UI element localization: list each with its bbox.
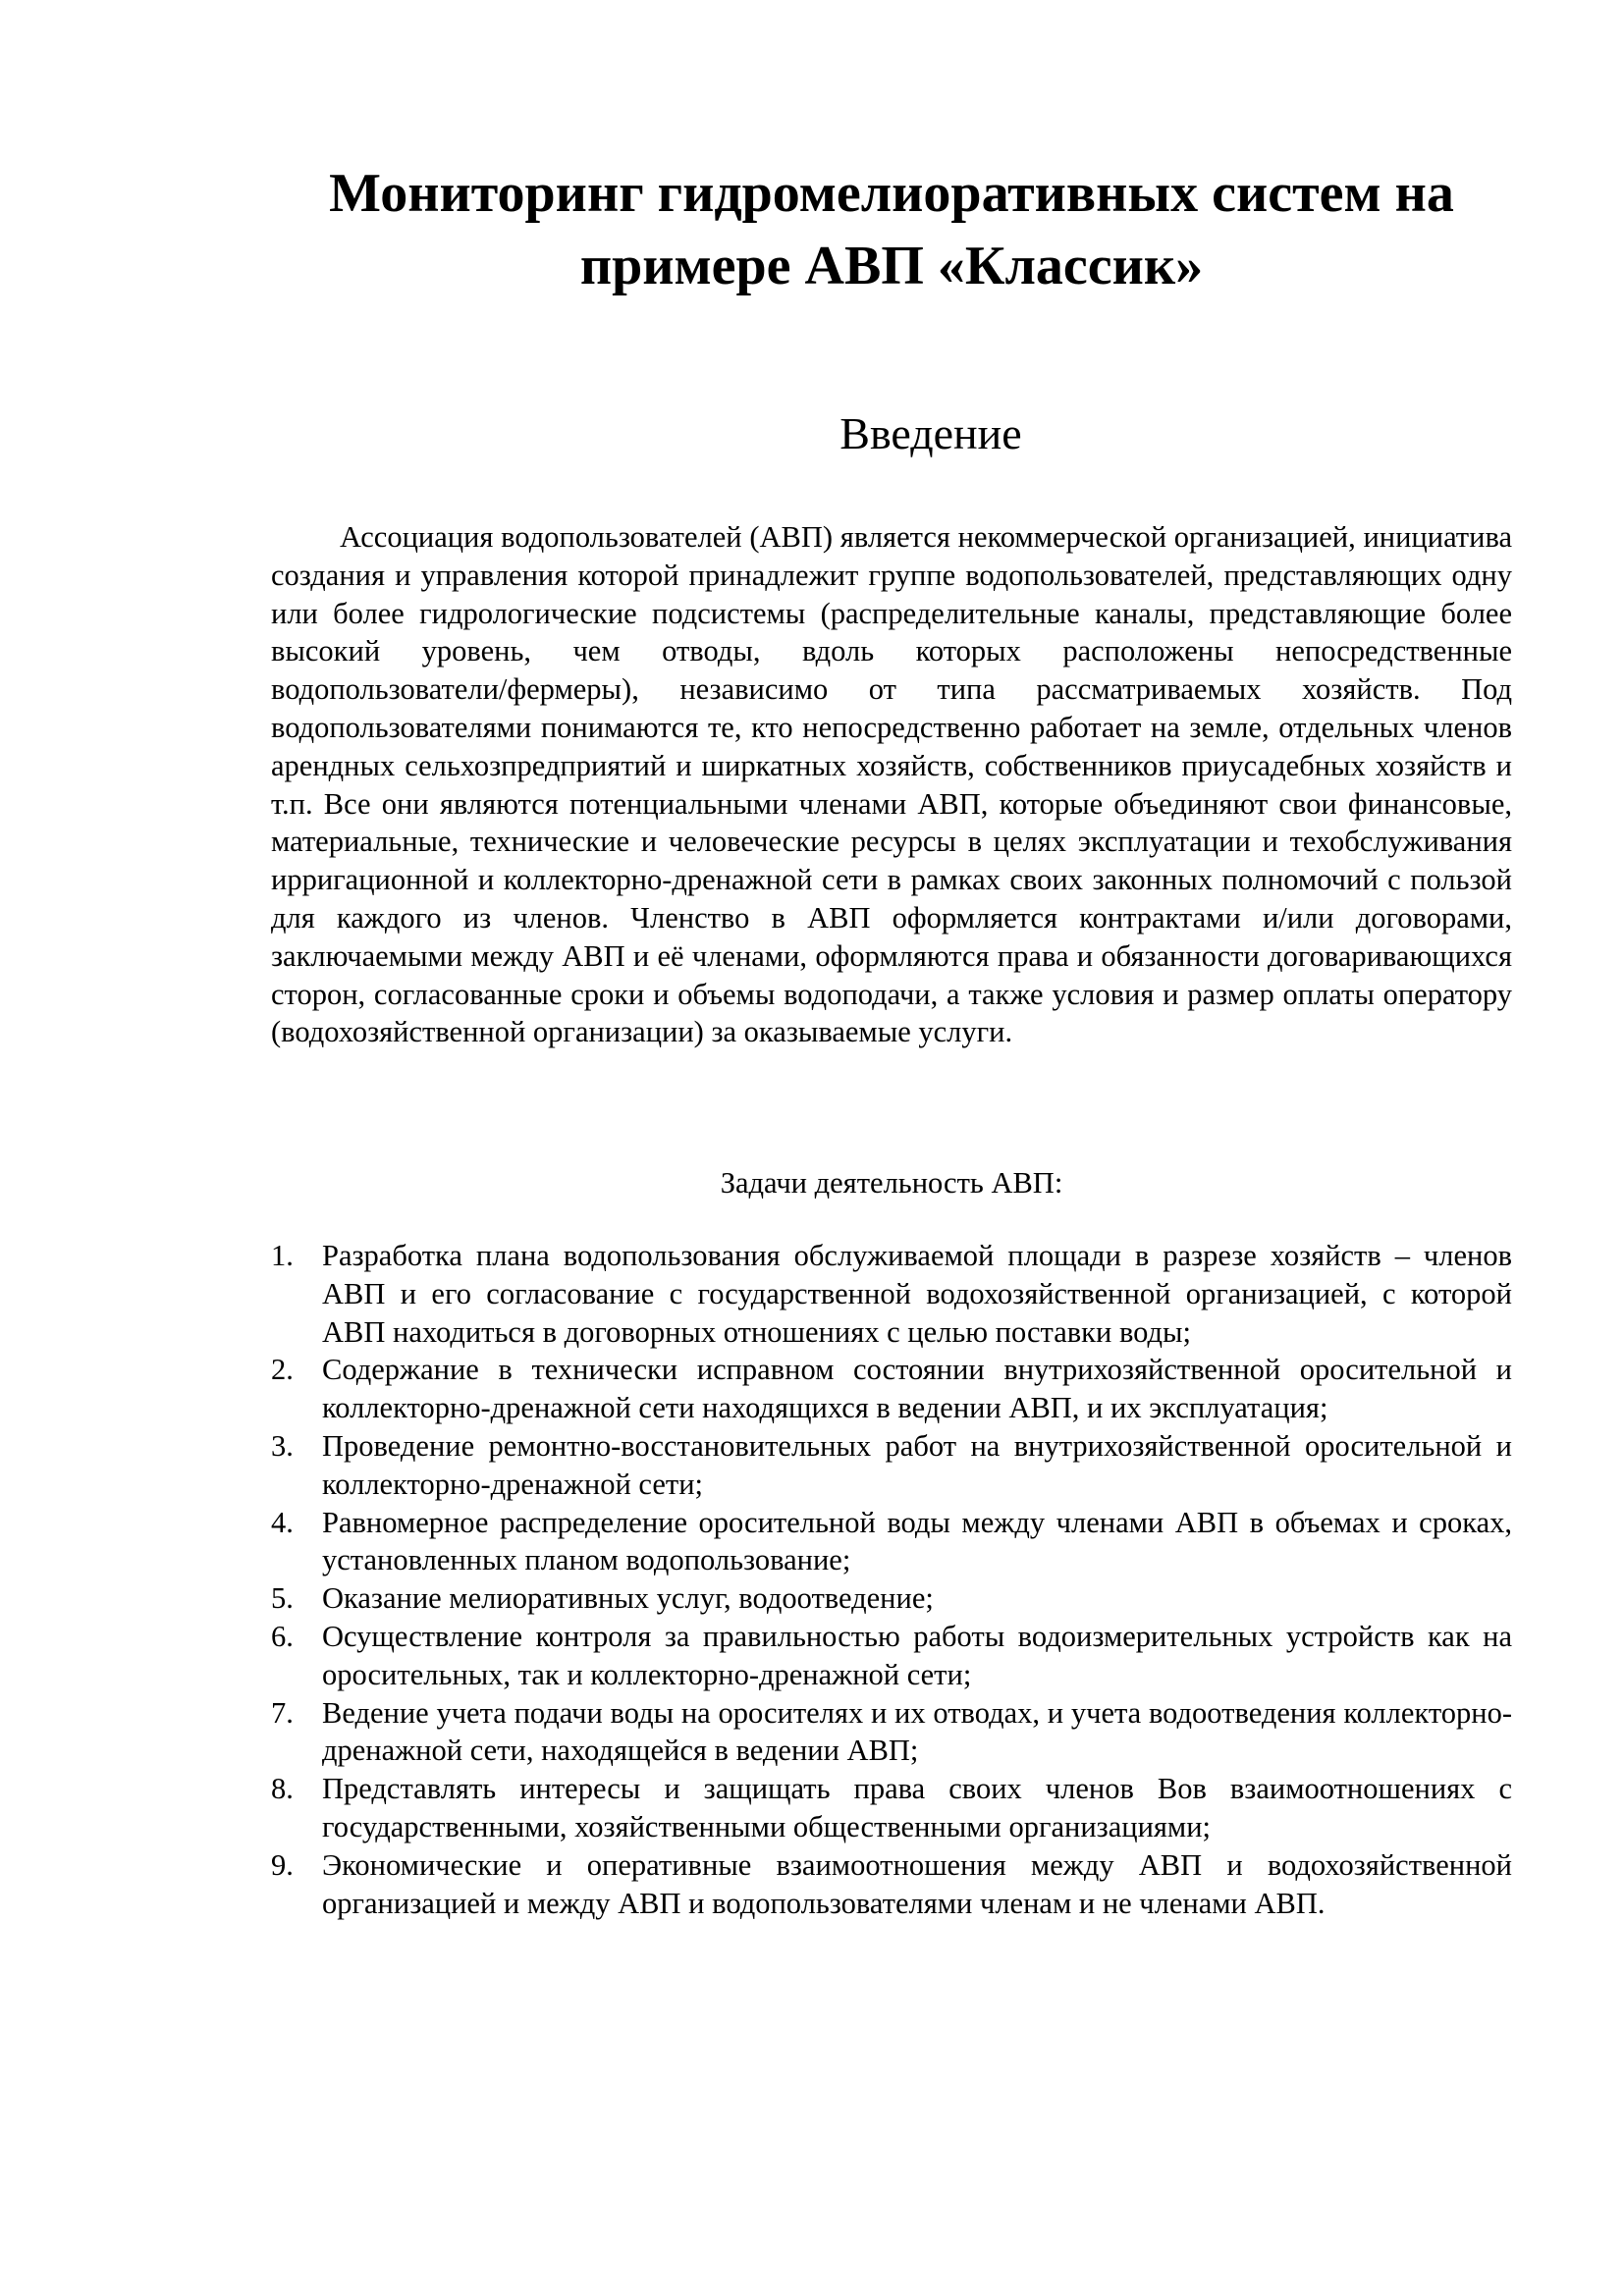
list-item-text: Проведение ремонтно-восстановительных работ на внутрихозяйственной оросительной и коллекторно-дренажной сети; [322, 1428, 1512, 1501]
list-item-number: 8. [271, 1772, 294, 1806]
list-item-text: Представлять интересы и защищать права своих членов Вов взаимоотношениях с государственными, хозяйственными общественными организациями; [322, 1772, 1512, 1843]
list-item-number: 4. [271, 1505, 294, 1539]
list-item-text: Содержание в технически исправном состоянии внутрихозяйственной оросительной и коллекторно-дренажной сети находящихся в ведении АВП, и их эксплуатация; [322, 1353, 1512, 1425]
list-item-number: 9. [271, 1847, 294, 1882]
tasks-list [271, 1237, 1512, 1922]
list-item-number: 3. [271, 1428, 294, 1463]
list-item [271, 1694, 1512, 1771]
list-item-text: Осуществление контроля за правильностью работы водоизмерительных устройств как на оросительных, так и коллекторно-дренажной сети; [322, 1619, 1512, 1691]
list-item-number: 6. [271, 1619, 294, 1653]
tasks-heading: Задачи деятельность АВП: [720, 1166, 1063, 1200]
document-title: Мониторинг гидромелиоративных систем на примере АВП «Классик» [329, 163, 1454, 296]
list-item [271, 1351, 1512, 1427]
list-item [271, 1770, 1512, 1846]
list-item-text: Равномерное распределение оросительной воды между членами АВП в объемах и сроках, установленных планом водопользование; [322, 1505, 1512, 1577]
list-item [271, 1427, 1512, 1504]
list-item-number: 7. [271, 1695, 294, 1730]
list-item-text: Разработка плана водопользования обслуживаемой площади в разрезе хозяйств – членов АВП и его согласование с государственной водохозяйственной организацией, с которой АВП находиться в договорных отношениях с целью поставки воды; [322, 1239, 1512, 1349]
list-item-number: 2. [271, 1353, 294, 1387]
list-item [271, 1579, 1512, 1618]
section-heading: Введение [839, 408, 1022, 458]
list-item [271, 1237, 1512, 1351]
list-item-text: Экономические и оперативные взаимоотношения между АВП и водохозяйственной организацией и между АВП и водопользователями членам и не членами АВП. [322, 1847, 1512, 1920]
list-item-text: Оказание мелиоративных услуг, водоотведение; [322, 1581, 934, 1616]
list-item [271, 1504, 1512, 1580]
list-item-text: Ведение учета подачи воды на оросителях и их отводах, и учета водоотведения коллекторно-дренажной сети, находящейся в ведении АВП; [322, 1695, 1512, 1768]
list-item-number: 5. [271, 1581, 294, 1616]
list-item [271, 1846, 1512, 1923]
list-item-number: 1. [271, 1239, 294, 1272]
list-item [271, 1618, 1512, 1694]
intro-paragraph: Ассоциация водопользователей (АВП) является некоммерческой организацией, инициатива создания и управления которой принадлежит группе водопользователей, представляющих одну или более гидрологические подсистемы (распределительные каналы, представляющие более высокий уровень, чем отводы, вдоль которых расположены непосредственные водопользователи/фермеры), независимо от типа рассматриваемых хозяйств. Под водопользователями понимаются те, кто непосредственно работает на земле, отдельных членов арендных сельхозпредприятий и ширкатных хозяйств, собственников приусадебных хозяйств и т.п. Все они являются потенциальными членами АВП, которые объединяют свои финансовые, материальные, технические и человеческие ресурсы в целях эксплуатации и техобслуживания ирригационной и коллекторно-дренажной сети в рамках своих законных полномочий с пользой для каждого из членов. Членство в АВП оформляется контрактами и/или договорами, заключаемыми между АВП и её членами, оформляются права и обязанности договаривающихся сторон, согласованные сроки и объемы водоподачи, а также условия и размер оплаты оператору (водохозяйственной организации) за оказываемые услуги. [271, 520, 1512, 1049]
